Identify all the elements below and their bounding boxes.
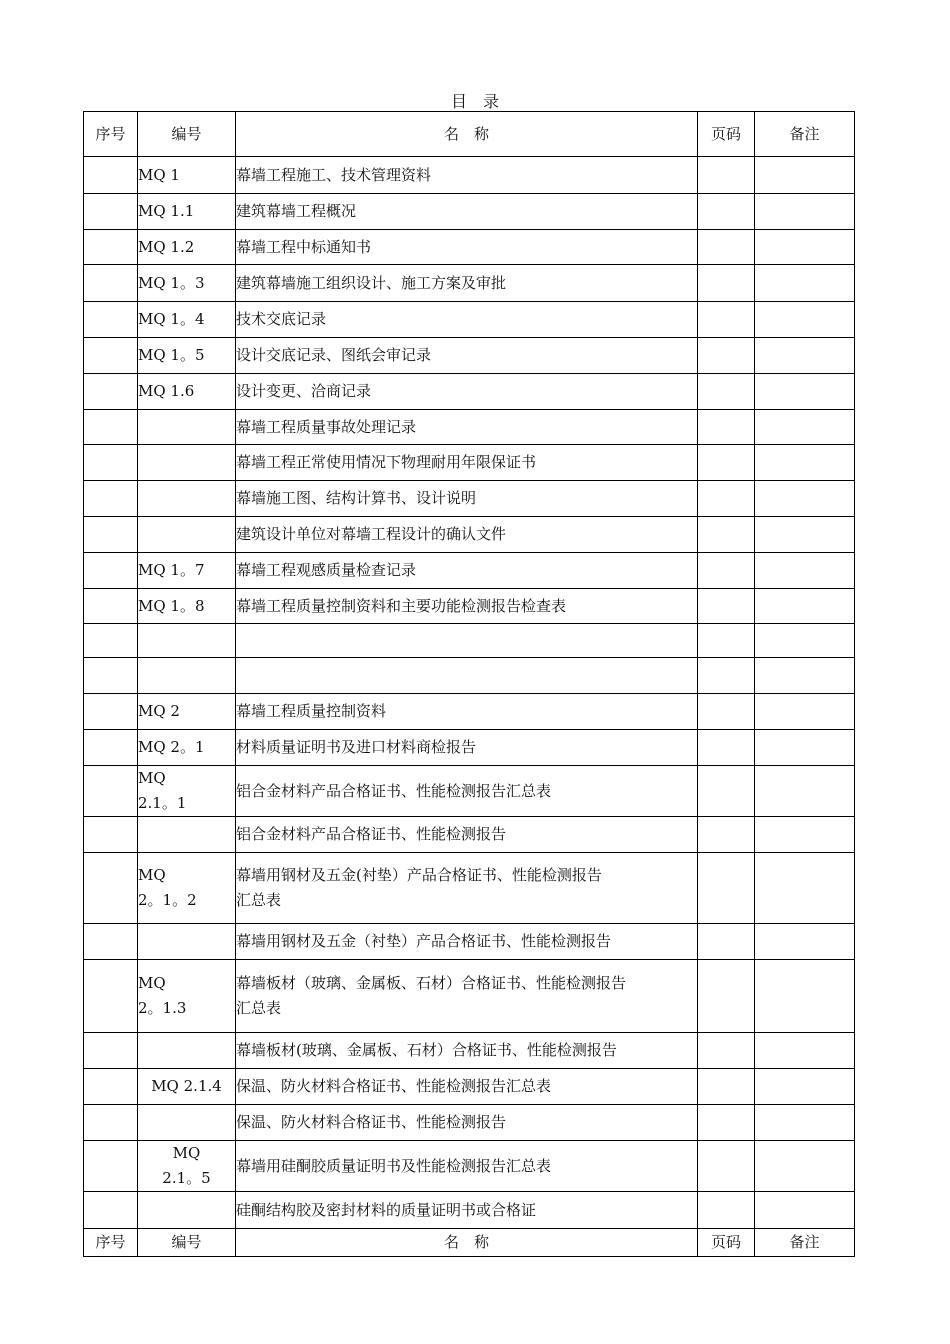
row-note-cell	[755, 853, 855, 924]
row-note-cell	[755, 766, 855, 817]
header-page: 页码	[698, 112, 755, 157]
row-page-cell	[698, 374, 755, 410]
row-note-cell	[755, 960, 855, 1033]
table-row	[84, 589, 855, 624]
row-page-cell	[698, 766, 755, 817]
row-page-cell	[698, 730, 755, 766]
table-row	[84, 481, 855, 517]
table-row	[84, 445, 855, 481]
table-row	[84, 230, 855, 265]
row-note-cell	[755, 817, 855, 853]
row-code-cell: MQ 1。8	[138, 589, 236, 624]
table-row	[84, 1192, 855, 1229]
header-code: 编号	[138, 112, 236, 157]
row-seq-cell	[84, 230, 138, 265]
footer-seq: 序号	[84, 1229, 138, 1257]
header-seq: 序号	[84, 112, 138, 157]
row-code-cell: MQ 1。4	[138, 302, 236, 338]
table-row	[84, 1033, 855, 1069]
row-code-cell: MQ 2。1.3	[138, 960, 236, 1033]
row-code-cell: MQ 1。7	[138, 553, 236, 589]
table-row	[84, 853, 855, 924]
row-code-cell	[138, 658, 236, 694]
row-seq-cell	[84, 589, 138, 624]
table-row	[84, 374, 855, 410]
table-row	[84, 960, 855, 1033]
row-name-cell: 幕墙工程质量控制资料和主要功能检测报告检查表	[236, 589, 698, 624]
row-note-cell	[755, 694, 855, 730]
row-name-cell: 幕墙工程观感质量检查记录	[236, 553, 698, 589]
row-page-cell	[698, 1105, 755, 1141]
row-note-cell	[755, 445, 855, 481]
row-seq-cell	[84, 374, 138, 410]
table-row	[84, 553, 855, 589]
row-note-cell	[755, 1033, 855, 1069]
row-seq-cell	[84, 194, 138, 230]
row-page-cell	[698, 157, 755, 194]
row-name-cell: 幕墙工程质量事故处理记录	[236, 410, 698, 445]
footer-page: 页码	[698, 1229, 755, 1257]
row-seq-cell	[84, 265, 138, 302]
row-name-cell: 幕墙板材(玻璃、金属板、石材）合格证书、性能检测报告	[236, 1033, 698, 1069]
row-code-cell: MQ 1。3	[138, 265, 236, 302]
row-code-cell: MQ 1。5	[138, 338, 236, 374]
row-note-cell	[755, 589, 855, 624]
row-seq-cell	[84, 157, 138, 194]
row-note-cell	[755, 1141, 855, 1192]
footer-note: 备注	[755, 1229, 855, 1257]
row-page-cell	[698, 1192, 755, 1229]
row-seq-cell	[84, 624, 138, 658]
row-code-cell	[138, 445, 236, 481]
row-note-cell	[755, 517, 855, 553]
row-name-cell: 铝合金材料产品合格证书、性能检测报告汇总表	[236, 766, 698, 817]
row-name-cell	[236, 658, 698, 694]
row-name-cell: 建筑幕墙工程概况	[236, 194, 698, 230]
table-row	[84, 194, 855, 230]
row-note-cell	[755, 1192, 855, 1229]
row-code-cell: MQ 1.1	[138, 194, 236, 230]
row-name-cell: 材料质量证明书及进口材料商检报告	[236, 730, 698, 766]
row-note-cell	[755, 338, 855, 374]
header-name: 名 称	[236, 112, 698, 157]
row-code-cell: MQ 1.2	[138, 230, 236, 265]
row-note-cell	[755, 265, 855, 302]
row-note-cell	[755, 658, 855, 694]
toc-table	[83, 111, 855, 1257]
row-name-cell: 技术交底记录	[236, 302, 698, 338]
row-name-cell: 幕墙板材（玻璃、金属板、石材）合格证书、性能检测报告 汇总表	[236, 960, 698, 1033]
row-note-cell	[755, 1069, 855, 1105]
row-name-cell: 设计变更、洽商记录	[236, 374, 698, 410]
table-row	[84, 730, 855, 766]
row-name-cell	[236, 624, 698, 658]
row-page-cell	[698, 338, 755, 374]
table-row	[84, 817, 855, 853]
row-note-cell	[755, 157, 855, 194]
table-row	[84, 1105, 855, 1141]
row-page-cell	[698, 265, 755, 302]
row-code-cell	[138, 410, 236, 445]
table-row	[84, 1141, 855, 1192]
row-seq-cell	[84, 1033, 138, 1069]
row-code-cell	[138, 924, 236, 960]
row-page-cell	[698, 553, 755, 589]
row-code-cell: MQ 2。1。2	[138, 853, 236, 924]
row-name-cell: 幕墙用硅酮胶质量证明书及性能检测报告汇总表	[236, 1141, 698, 1192]
footer-name: 名 称	[236, 1229, 698, 1257]
row-page-cell	[698, 194, 755, 230]
row-name-cell: 幕墙用钢材及五金(衬垫）产品合格证书、性能检测报告 汇总表	[236, 853, 698, 924]
row-code-cell	[138, 1192, 236, 1229]
table-row	[84, 517, 855, 553]
page-title: 目 录	[450, 92, 499, 111]
row-page-cell	[698, 230, 755, 265]
table-row	[84, 157, 855, 194]
table-row	[84, 766, 855, 817]
row-name-cell: 保温、防火材料合格证书、性能检测报告	[236, 1105, 698, 1141]
row-seq-cell	[84, 658, 138, 694]
row-note-cell	[755, 302, 855, 338]
row-seq-cell	[84, 766, 138, 817]
row-seq-cell	[84, 338, 138, 374]
row-name-cell: 幕墙施工图、结构计算书、设计说明	[236, 481, 698, 517]
row-seq-cell	[84, 730, 138, 766]
row-seq-cell	[84, 302, 138, 338]
row-code-cell: MQ 2.1。5	[138, 1141, 236, 1192]
row-note-cell	[755, 481, 855, 517]
row-page-cell	[698, 410, 755, 445]
row-note-cell	[755, 730, 855, 766]
row-seq-cell	[84, 553, 138, 589]
table-row	[84, 265, 855, 302]
row-page-cell	[698, 302, 755, 338]
row-name-cell: 建筑幕墙施工组织设计、施工方案及审批	[236, 265, 698, 302]
row-seq-cell	[84, 817, 138, 853]
row-page-cell	[698, 445, 755, 481]
row-code-cell: MQ 2	[138, 694, 236, 730]
row-note-cell	[755, 553, 855, 589]
header-note: 备注	[755, 112, 855, 157]
row-seq-cell	[84, 1069, 138, 1105]
row-seq-cell	[84, 1192, 138, 1229]
row-code-cell: MQ 2。1	[138, 730, 236, 766]
row-note-cell	[755, 230, 855, 265]
row-note-cell	[755, 924, 855, 960]
row-page-cell	[698, 624, 755, 658]
row-name-cell: 设计交底记录、图纸会审记录	[236, 338, 698, 374]
row-page-cell	[698, 1141, 755, 1192]
table-row	[84, 924, 855, 960]
row-name-cell: 幕墙用钢材及五金（衬垫）产品合格证书、性能检测报告	[236, 924, 698, 960]
row-page-cell	[698, 960, 755, 1033]
row-seq-cell	[84, 853, 138, 924]
row-name-cell: 幕墙工程质量控制资料	[236, 694, 698, 730]
row-name-cell: 幕墙工程施工、技术管理资料	[236, 157, 698, 194]
row-name-cell: 幕墙工程中标通知书	[236, 230, 698, 265]
row-page-cell	[698, 694, 755, 730]
row-seq-cell	[84, 1141, 138, 1192]
row-note-cell	[755, 374, 855, 410]
row-page-cell	[698, 589, 755, 624]
row-code-cell	[138, 1105, 236, 1141]
table-row	[84, 658, 855, 694]
row-seq-cell	[84, 1105, 138, 1141]
row-page-cell	[698, 481, 755, 517]
table-header-row	[84, 112, 855, 157]
row-note-cell	[755, 624, 855, 658]
row-page-cell	[698, 658, 755, 694]
row-page-cell	[698, 817, 755, 853]
row-name-cell: 硅酮结构胶及密封材料的质量证明书或合格证	[236, 1192, 698, 1229]
row-name-cell: 幕墙工程正常使用情况下物理耐用年限保证书	[236, 445, 698, 481]
row-seq-cell	[84, 694, 138, 730]
table-row	[84, 694, 855, 730]
row-code-cell	[138, 481, 236, 517]
row-note-cell	[755, 410, 855, 445]
row-page-cell	[698, 924, 755, 960]
row-seq-cell	[84, 960, 138, 1033]
row-seq-cell	[84, 445, 138, 481]
row-page-cell	[698, 517, 755, 553]
row-code-cell: MQ 2.1。1	[138, 766, 236, 817]
row-note-cell	[755, 194, 855, 230]
table-row	[84, 410, 855, 445]
row-page-cell	[698, 853, 755, 924]
row-name-cell: 铝合金材料产品合格证书、性能检测报告	[236, 817, 698, 853]
row-name-cell: 建筑设计单位对幕墙工程设计的确认文件	[236, 517, 698, 553]
row-note-cell	[755, 1105, 855, 1141]
row-code-cell	[138, 624, 236, 658]
table-row	[84, 338, 855, 374]
row-code-cell: MQ 1.6	[138, 374, 236, 410]
footer-code: 编号	[138, 1229, 236, 1257]
row-seq-cell	[84, 517, 138, 553]
row-page-cell	[698, 1033, 755, 1069]
row-seq-cell	[84, 924, 138, 960]
table-footer-row	[84, 1229, 855, 1257]
row-seq-cell	[84, 481, 138, 517]
row-code-cell	[138, 517, 236, 553]
table-row	[84, 624, 855, 658]
row-code-cell	[138, 817, 236, 853]
table-row	[84, 1069, 855, 1105]
table-row	[84, 302, 855, 338]
row-code-cell	[138, 1033, 236, 1069]
row-code-cell: MQ 2.1.4	[138, 1069, 236, 1105]
row-page-cell	[698, 1069, 755, 1105]
row-seq-cell	[84, 410, 138, 445]
row-name-cell: 保温、防火材料合格证书、性能检测报告汇总表	[236, 1069, 698, 1105]
row-code-cell: MQ 1	[138, 157, 236, 194]
